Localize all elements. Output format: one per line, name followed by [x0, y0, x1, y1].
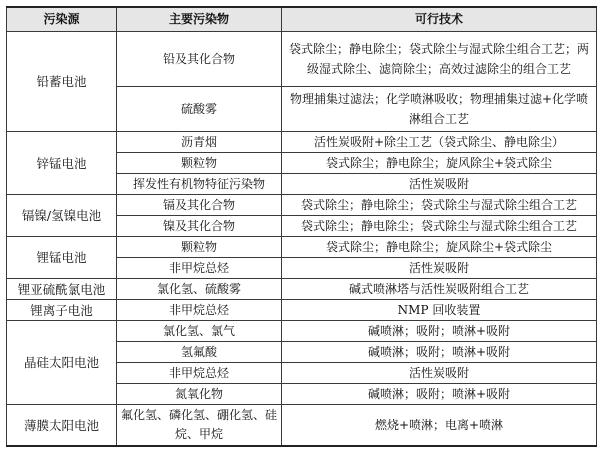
technology-cell: 袋式除尘；静电除尘；袋式除尘与湿式除尘组合工艺: [282, 216, 597, 237]
source-cell: 镉镍/氢镍电池: [7, 195, 117, 237]
table-row: [7, 132, 597, 153]
pollution-technology-table-container: [6, 6, 596, 447]
pollutant-cell: 氟化氢、磷化氢、硼化氢、硅烷、甲烷: [117, 405, 282, 447]
source-cell: 锂亚硫酰氯电池: [7, 279, 117, 300]
pollutant-cell: 非甲烷总烃: [117, 300, 282, 321]
pollution-technology-table: [6, 6, 597, 447]
source-cell: 薄膜太阳电池: [7, 405, 117, 447]
pollutant-cell: 非甲烷总烃: [117, 363, 282, 384]
pollutant-cell: 挥发性有机物特征污染物: [117, 174, 282, 195]
pollutant-cell: 氮氧化物: [117, 384, 282, 405]
technology-cell: 活性炭吸附: [282, 174, 597, 195]
table-row: [7, 32, 597, 87]
pollutant-cell: 氯化氢、氯气: [117, 321, 282, 342]
pollutant-cell: 镍及其化合物: [117, 216, 282, 237]
header-pollution-source: 污染源: [7, 7, 117, 32]
pollutant-cell: 铅及其化合物: [117, 32, 282, 87]
technology-cell: 碱喷淋；吸附；喷淋+吸附: [282, 384, 597, 405]
pollutant-cell: 颗粒物: [117, 153, 282, 174]
source-cell: 锂离子电池: [7, 300, 117, 321]
technology-cell: 物理捕集过滤法；化学喷淋吸收；物理捕集过滤+化学喷淋组合工艺: [282, 87, 597, 132]
technology-cell: 碱式喷淋塔与活性炭吸附组合工艺: [282, 279, 597, 300]
technology-cell: 袋式除尘；静电除尘；旋风除尘+袋式除尘: [282, 237, 597, 258]
technology-cell: 活性炭吸附: [282, 258, 597, 279]
pollutant-cell: 颗粒物: [117, 237, 282, 258]
technology-cell: 燃烧+喷淋；电离+喷淋: [282, 405, 597, 447]
table-header-row: [7, 7, 597, 32]
table-row: [7, 237, 597, 258]
technology-cell: 袋式除尘；静电除尘；袋式除尘与湿式除尘组合工艺: [282, 195, 597, 216]
source-cell: 锂锰电池: [7, 237, 117, 279]
technology-cell: 袋式除尘；静电除尘；袋式除尘与湿式除尘组合工艺；两级湿式除尘、滤筒除尘；高效过滤除尘的组合工艺: [282, 32, 597, 87]
table-row: [7, 279, 597, 300]
pollutant-cell: 非甲烷总烃: [117, 258, 282, 279]
header-feasible-technology: 可行技术: [282, 7, 597, 32]
table-row: [7, 195, 597, 216]
source-cell: 锌锰电池: [7, 132, 117, 195]
technology-cell: 碱喷淋；吸附；喷淋+吸附: [282, 321, 597, 342]
table-row: [7, 321, 597, 342]
header-main-pollutant: 主要污染物: [117, 7, 282, 32]
technology-cell: NMP 回收装置: [282, 300, 597, 321]
pollutant-cell: 硫酸雾: [117, 87, 282, 132]
table-row: [7, 300, 597, 321]
technology-cell: 袋式除尘；静电除尘；旋风除尘+袋式除尘: [282, 153, 597, 174]
pollutant-cell: 氢氟酸: [117, 342, 282, 363]
table-row: [7, 405, 597, 447]
technology-cell: 活性炭吸附+除尘工艺（袋式除尘、静电除尘）: [282, 132, 597, 153]
pollutant-cell: 氯化氢、硫酸雾: [117, 279, 282, 300]
pollutant-cell: 沥青烟: [117, 132, 282, 153]
source-cell: 晶硅太阳电池: [7, 321, 117, 405]
pollutant-cell: 镉及其化合物: [117, 195, 282, 216]
source-cell: 铅蓄电池: [7, 32, 117, 132]
technology-cell: 碱喷淋；吸附；喷淋+吸附: [282, 342, 597, 363]
technology-cell: 活性炭吸附: [282, 363, 597, 384]
